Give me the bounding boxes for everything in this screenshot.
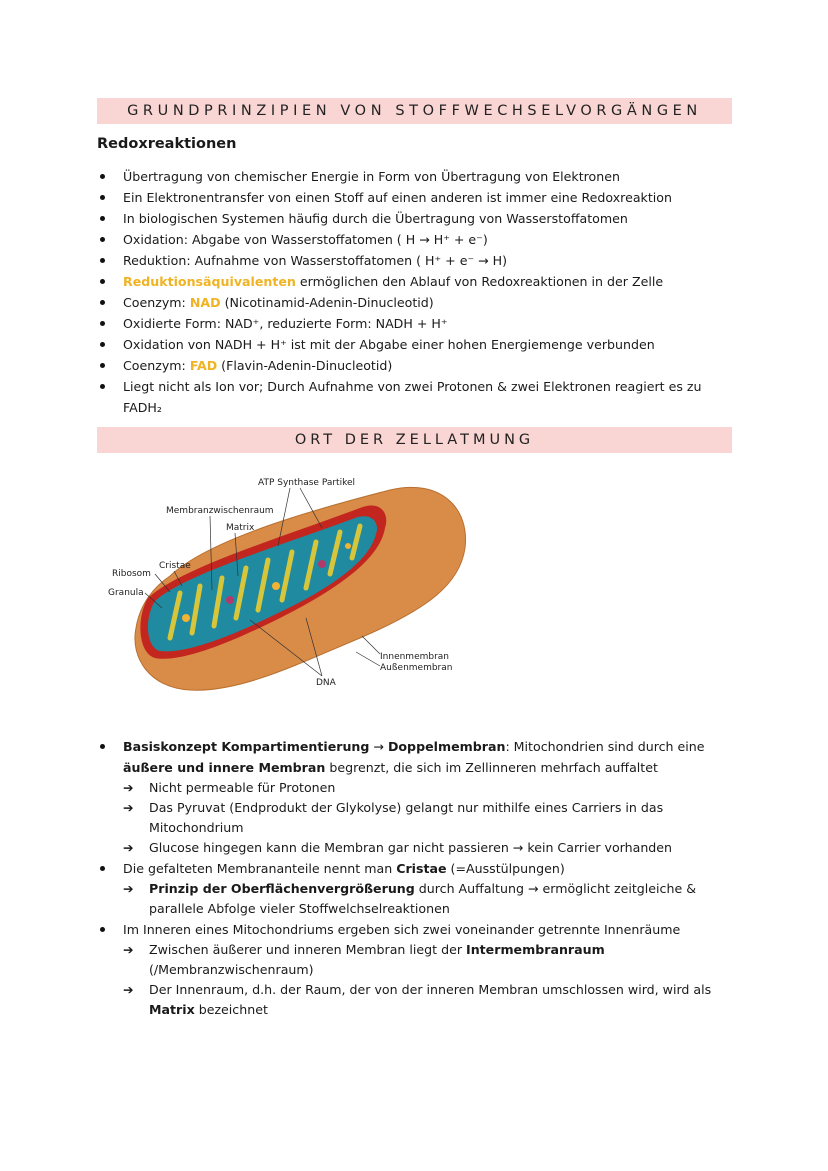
sub-item: ➔ Zwischen äußerer und inneren Membran liegt der Intermembranraum (/Membranzwischenraum) bbox=[123, 942, 605, 977]
label-innenmembran: Innenmembran bbox=[380, 652, 450, 662]
list-item: Ein Elektronentransfer von einen Stoff auf einen anderen ist immer eine Redoxreaktion bbox=[97, 187, 737, 208]
list-item: Die gefalteten Membrananteile nennt man Cristae (=Ausstülpungen) ➔ Prinzip der Oberflächenvergrößerung durch Auffaltung → ermöglicht zeitgleiche & parallele Abfolge vieler Stoffwelchselreaktionen bbox=[97, 858, 737, 919]
subheading-redoxreaktionen: Redoxreaktionen bbox=[97, 136, 237, 152]
label-granula: Granula bbox=[108, 588, 144, 598]
sub-item: ➔ Das Pyruvat (Endprodukt der Glykolyse) gelangt nur mithilfe eines Carriers in das Mitochondrium bbox=[123, 800, 664, 835]
label-atp-synthase: ATP Synthase Partikel bbox=[258, 478, 356, 488]
section-heading-grundprinzipien: GRUNDPRINZIPIEN VON STOFFWECHSELVORGÄNGEN bbox=[97, 98, 732, 124]
highlight-term: Reduktionsäquivalenten bbox=[123, 274, 296, 289]
list-item: Im Inneren eines Mitochondriums ergeben sich zwei voneinander getrennte Innenräume ➔ Zwischen äußerer und inneren Membran liegt der Intermembranraum (/Membranzwischenraum) ➔ Der Innenraum, d.h. der Raum, der von der inneren Membran umschlossen wird, wird als Matrix bezeichnet bbox=[97, 919, 737, 1020]
list-item: Oxidierte Form: NAD⁺, reduzierte Form: NADH + H⁺ bbox=[97, 313, 737, 334]
label-matrix: Matrix bbox=[226, 523, 255, 533]
list-item: Reduktion: Aufnahme von Wasserstoffatomen ( H⁺ + e⁻ → H) bbox=[97, 250, 737, 271]
arrow-icon: ➔ bbox=[123, 881, 134, 896]
arrow-icon: ➔ bbox=[123, 942, 134, 957]
arrow-icon: ➔ bbox=[123, 780, 134, 795]
redox-list bbox=[97, 166, 737, 418]
arrow-icon: ➔ bbox=[123, 982, 134, 997]
list-item: Oxidation: Abgabe von Wasserstoffatomen ( H → H⁺ + e⁻) bbox=[97, 229, 737, 250]
sub-item: ➔ Nicht permeable für Protonen bbox=[123, 778, 737, 798]
label-cristae: Cristae bbox=[159, 561, 191, 571]
sub-item: ➔ Prinzip der Oberflächenvergrößerung durch Auffaltung → ermöglicht zeitgleiche & parallele Abfolge vieler Stoffwelchselreaktionen bbox=[123, 881, 697, 916]
list-item: Liegt nicht als Ion vor; Durch Aufnahme von zwei Protonen & zwei Elektronen reagiert es zu FADH₂ bbox=[97, 376, 737, 418]
arrow-icon: ➔ bbox=[123, 800, 134, 815]
sub-item: ➔ Der Innenraum, d.h. der Raum, der von der inneren Membran umschlossen wird, wird als Matrix bezeichnet bbox=[123, 982, 712, 1017]
mitochondrion-diagram bbox=[100, 468, 480, 723]
highlight-term: FAD bbox=[189, 358, 218, 373]
zellatmung-list bbox=[97, 736, 737, 1020]
section-heading-zellatmung: ORT DER ZELLATMUNG bbox=[97, 427, 732, 453]
list-item: Coenzym: FAD (Flavin-Adenin-Dinucleotid) bbox=[97, 355, 737, 376]
label-ribosom: Ribosom bbox=[112, 569, 151, 579]
list-item: Coenzym: NAD (Nicotinamid-Adenin-Dinucleotid) bbox=[97, 292, 737, 313]
label-dna: DNA bbox=[316, 678, 336, 688]
arrow-icon: ➔ bbox=[123, 840, 134, 855]
list-item: Oxidation von NADH + H⁺ ist mit der Abgabe einer hohen Energiemenge verbunden bbox=[97, 334, 737, 355]
list-item: Reduktionsäquivalenten ermöglichen den Ablauf von Redoxreaktionen in der Zelle bbox=[97, 271, 737, 292]
list-item: Basiskonzept Kompartimentierung → Doppelmembran: Mitochondrien sind durch eine äußere und innere Membran begrenzt, die sich im Zellinneren mehrfach auffaltet ➔ Nicht permeable für Protonen ➔ Das Pyruvat (Endprodukt der Glykolyse) gelangt nur mithilfe eines Carriers in das Mitochondrium ➔ Glucose hingegen kann die Membran gar nicht passieren → kein Carrier vorhanden bbox=[97, 736, 737, 858]
sub-item: ➔ Glucose hingegen kann die Membran gar nicht passieren → kein Carrier vorhanden bbox=[123, 838, 737, 858]
label-aussenmembran: Außenmembran bbox=[380, 663, 453, 673]
list-item: Übertragung von chemischer Energie in Form von Übertragung von Elektronen bbox=[97, 166, 737, 187]
highlight-term: NAD bbox=[189, 295, 221, 310]
list-item: In biologischen Systemen häufig durch die Übertragung von Wasserstoffatomen bbox=[97, 208, 737, 229]
label-membranzwischenraum: Membranzwischenraum bbox=[166, 506, 274, 516]
